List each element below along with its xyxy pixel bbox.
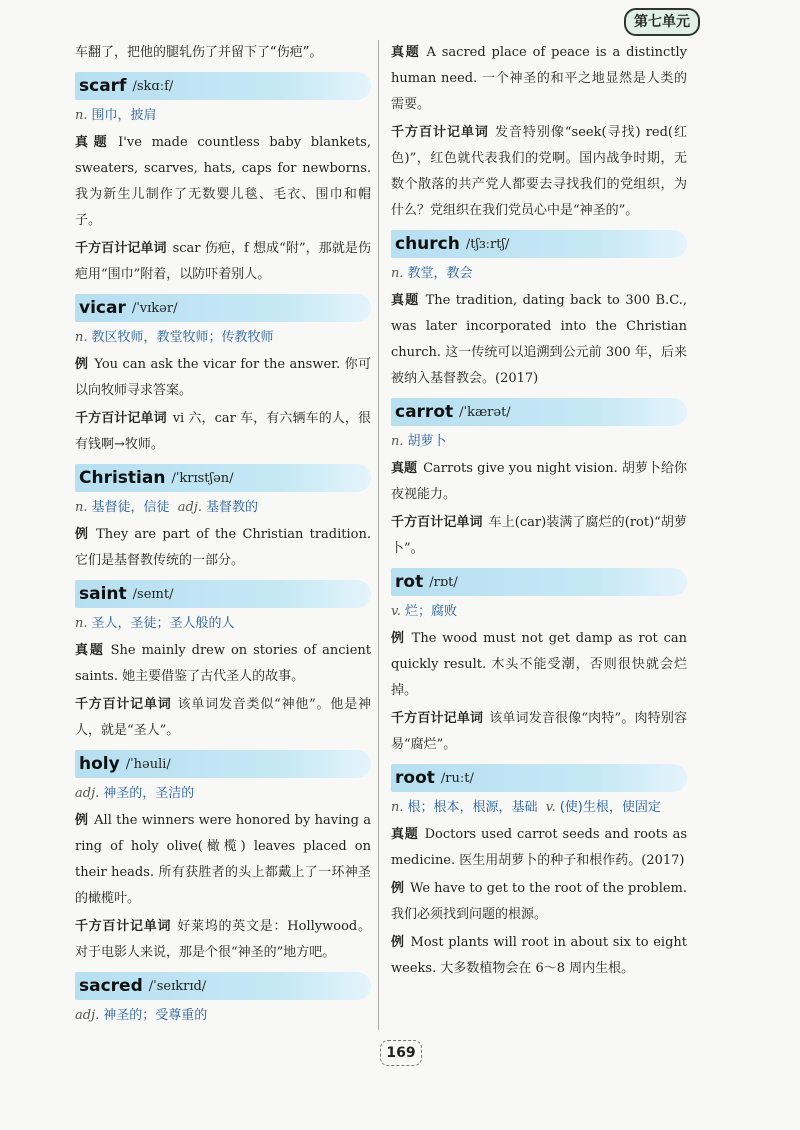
block-label: 真题 <box>391 293 420 308</box>
block-text: 发音特别像“seek(寻找) red(红色)”，红色就代表我们的党啊。国内战争时期，无数个散落的共产党人都要去寻找我们的党组织，为什么？党组织在我们党员心中是“神圣的”。 <box>391 125 687 218</box>
definition: 根；根本，根源，基础 <box>407 800 538 815</box>
definition: 胡萝卜 <box>407 434 447 449</box>
block-label: 千方百计记单词 <box>75 919 172 934</box>
entry-headword-bar <box>75 580 371 608</box>
entry-block <box>391 510 687 562</box>
headword: scarf <box>79 76 127 96</box>
definition: 围巾，披肩 <box>91 108 157 123</box>
entry-block <box>75 808 371 912</box>
entry-block <box>75 522 371 574</box>
unit-tag: 第七单元 <box>624 8 700 36</box>
block-label: 例 <box>391 631 406 646</box>
block-text: The wood must not get damp as rot can quickly result. 木头不能受潮，否则很快就会烂掉。 <box>391 631 687 698</box>
definition-line <box>75 612 371 636</box>
definition-line <box>75 782 371 806</box>
definition-line <box>75 326 371 350</box>
entry-block <box>391 120 687 224</box>
part-of-speech: n. <box>75 616 88 631</box>
definition-line <box>391 430 687 454</box>
block-label: 千方百计记单词 <box>391 125 489 140</box>
entry-headword-bar <box>391 568 687 596</box>
phonetic: /skɑːf/ <box>132 78 174 94</box>
definition: 烂；腐败 <box>404 604 457 619</box>
part-of-speech: adj. <box>75 786 100 801</box>
block-text: She mainly drew on stories of ancient saints. 她主要借鉴了古代圣人的故事。 <box>75 643 371 684</box>
headword: root <box>395 768 435 788</box>
entry-headword-bar <box>75 972 371 1000</box>
definition-line <box>75 104 371 128</box>
headword: rot <box>395 572 424 592</box>
block-label: 千方百计记单词 <box>75 241 167 256</box>
entry-christian <box>75 464 371 574</box>
entry-block <box>391 40 687 118</box>
block-label: 真题 <box>391 45 421 60</box>
entry-sacred <box>75 972 371 1028</box>
block-label: 真题 <box>391 461 418 476</box>
definition: 基督教的 <box>206 500 259 515</box>
headword: Christian <box>79 468 166 488</box>
entry-headword-bar <box>391 230 687 258</box>
definition: 教堂，教会 <box>407 266 473 281</box>
block-text: Doctors used carrot seeds and roots as medicine. 医生用胡萝卜的种子和根作药。(2017) <box>391 827 687 868</box>
entry-scarf <box>75 72 371 288</box>
headword: carrot <box>395 402 454 422</box>
definition: 教区牧师，教堂牧师；传教牧师 <box>91 330 274 345</box>
entry-block <box>75 406 371 458</box>
right-entries <box>391 230 687 982</box>
part-of-speech: v. <box>391 604 401 619</box>
block-text: They are part of the Christian tradition. 它们是基督教传统的一部分。 <box>75 527 371 568</box>
part-of-speech: adj. <box>177 500 203 515</box>
entry-headword-bar <box>391 398 687 426</box>
left-column <box>75 40 371 1030</box>
block-label: 千方百计记单词 <box>75 697 172 712</box>
block-text: vi 六，car 车，有六辆车的人，很有钱啊→牧师。 <box>75 411 371 452</box>
block-text: You can ask the vicar for the answer. 你可以向牧师寻求答案。 <box>75 357 371 398</box>
block-text: A sacred place of peace is a distinctly human need. 一个神圣的和平之地显然是人类的需要。 <box>391 45 687 112</box>
entry-headword-bar <box>391 764 687 792</box>
block-label: 例 <box>75 527 91 542</box>
definition-line <box>391 262 687 286</box>
definition: 圣人，圣徒；圣人般的人 <box>91 616 235 631</box>
definition: 神圣的；受尊重的 <box>103 1008 208 1023</box>
block-label: 真题 <box>75 135 113 150</box>
definition-line <box>391 600 687 624</box>
block-label: 千方百计记单词 <box>391 515 483 530</box>
phonetic: /ˈseɪkrɪd/ <box>148 978 207 994</box>
part-of-speech: n. <box>391 800 404 815</box>
headword: church <box>395 234 460 254</box>
entry-rot <box>391 568 687 758</box>
definition: (使)生根，使固定 <box>559 800 661 815</box>
definition-line <box>391 796 687 820</box>
block-text: We have to get to the root of the problem. 我们必须找到问题的根源。 <box>391 881 688 922</box>
headword: holy <box>79 754 120 774</box>
continuation-text: 车翻了，把他的腿轧伤了并留下了“伤疤”。 <box>75 45 323 60</box>
part-of-speech: adj. <box>75 1008 100 1023</box>
block-label: 例 <box>75 813 89 828</box>
phonetic: /tʃɜːrtʃ/ <box>465 236 510 252</box>
entry-block <box>75 130 371 234</box>
block-label: 千方百计记单词 <box>75 411 167 426</box>
phonetic: /ˈhəuli/ <box>125 756 171 772</box>
column-divider <box>378 40 379 1030</box>
entry-block <box>75 236 371 288</box>
headword: vicar <box>79 298 126 318</box>
entry-headword-bar <box>75 294 371 322</box>
entry-block <box>75 914 371 966</box>
entry-headword-bar <box>75 464 371 492</box>
definition-line <box>75 496 371 520</box>
block-text: 好莱坞的英文是：Hollywood。对于电影人来说，那是个很“神圣的”地方吧。 <box>75 919 371 960</box>
part-of-speech: n. <box>75 330 88 345</box>
entry-block <box>391 876 687 928</box>
right-continuation <box>391 40 687 224</box>
entry-block <box>391 288 687 392</box>
block-text: 车上(car)装满了腐烂的(rot)“胡萝卜”。 <box>391 515 687 556</box>
part-of-speech: v. <box>545 800 556 815</box>
phonetic: /ˈvɪkər/ <box>131 300 178 316</box>
headword: saint <box>79 584 127 604</box>
entry-headword-bar <box>75 72 371 100</box>
block-label: 千方百计记单词 <box>391 711 484 726</box>
block-text: scar 伤疤，f 想成“附”，那就是伤疤用“围巾”附着，以防吓着别人。 <box>75 241 371 282</box>
block-text: Most plants will root in about six to eight weeks. 大多数植物会在 6～8 周内生根。 <box>391 935 687 976</box>
entry-block <box>391 930 687 982</box>
definition: 基督徒，信徒 <box>91 500 170 515</box>
entry-carrot <box>391 398 687 562</box>
headword: sacred <box>79 976 143 996</box>
block-text: Carrots give you night vision. 胡萝卜给你夜视能力。 <box>391 461 687 502</box>
phonetic: /rɒt/ <box>429 574 458 590</box>
entry-headword-bar <box>75 750 371 778</box>
phonetic: /ˈkrɪstʃən/ <box>171 470 234 486</box>
block-label: 真题 <box>391 827 419 842</box>
block-text: 该单词发音很像“肉特”。肉特别容易“腐烂”。 <box>391 711 687 752</box>
block-text: 该单词发音类似“神他”。他是神人，就是“圣人”。 <box>75 697 371 738</box>
phonetic: /ˈkærət/ <box>459 404 511 420</box>
part-of-speech: n. <box>75 108 88 123</box>
block-text: All the winners were honored by having a ring of holy olive(橄榄) leaves placed on their heads. 所有获胜者的头上都戴上了一环神圣的橄榄叶。 <box>75 813 371 906</box>
part-of-speech: n. <box>75 500 88 515</box>
right-column <box>391 40 687 984</box>
phonetic: /ruːt/ <box>440 770 474 786</box>
entry-vicar <box>75 294 371 458</box>
definition-line <box>75 1004 371 1028</box>
part-of-speech: n. <box>391 434 404 449</box>
entry-block <box>391 822 687 874</box>
block-label: 例 <box>391 881 405 896</box>
entry-block <box>75 352 371 404</box>
entry-church <box>391 230 687 392</box>
phonetic: /seɪnt/ <box>132 586 174 602</box>
block-text: I've made countless baby blankets, sweaters, scarves, hats, caps for newborns. 我为新生儿制作了无数婴儿毯、毛衣、围巾和帽子。 <box>75 135 371 228</box>
entry-block <box>391 626 687 704</box>
block-label: 例 <box>391 935 405 950</box>
block-text: The tradition, dating back to 300 B.C., was later incorporated into the Christian church. 这一传统可以追溯到公元前 300 年，后来被纳入基督教会。(2017) <box>391 293 687 386</box>
entry-block <box>391 706 687 758</box>
entry-block <box>75 638 371 690</box>
block-label: 真题 <box>75 643 105 658</box>
block-label: 例 <box>75 357 89 372</box>
entry-holy <box>75 750 371 966</box>
definition: 神圣的，圣洁的 <box>103 786 195 801</box>
part-of-speech: n. <box>391 266 404 281</box>
entry-block <box>391 456 687 508</box>
page-number: 169 <box>380 1040 422 1066</box>
entry-block <box>75 692 371 744</box>
entry-saint <box>75 580 371 744</box>
left-entries <box>75 72 371 1028</box>
entry-root <box>391 764 687 982</box>
